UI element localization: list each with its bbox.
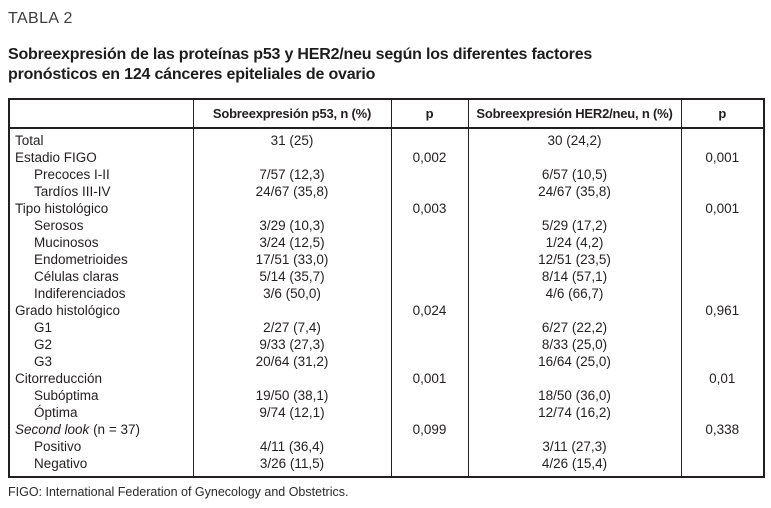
cell-her2 xyxy=(468,200,681,217)
cell-p-value-p53 xyxy=(391,404,468,421)
cell-p-value-her2 xyxy=(681,353,764,370)
table-row xyxy=(9,404,764,421)
row-label: Precoces I-II xyxy=(34,167,110,182)
cell-p-value-p53: 0,024 xyxy=(391,302,468,319)
table-row xyxy=(9,302,764,319)
row-label: Grado histológico xyxy=(15,303,121,318)
table-row xyxy=(9,251,764,268)
row-label: Óptima xyxy=(34,405,78,420)
row-label: Estadio FIGO xyxy=(15,150,97,165)
cell-her2: 4/26 (15,4) xyxy=(468,455,681,477)
table-row xyxy=(9,455,764,477)
table-row xyxy=(9,370,764,387)
cell-p53: 2/27 (7,4) xyxy=(193,319,391,336)
col-header-p53: Sobreexpresión p53, n (%) xyxy=(193,99,391,128)
row-label: Subóptima xyxy=(34,388,99,403)
row-label: Tardíos III-IV xyxy=(34,184,111,199)
cell-her2: 6/27 (22,2) xyxy=(468,319,681,336)
cell-her2 xyxy=(468,421,681,438)
cell-p-value-her2 xyxy=(681,166,764,183)
cell-p53: 31 (25) xyxy=(193,128,391,149)
row-label: Second look (n = 37) xyxy=(15,422,140,437)
row-label: Indiferenciados xyxy=(34,286,126,301)
table-row xyxy=(9,234,764,251)
row-label: Endometrioides xyxy=(34,252,128,267)
cell-p-value-her2: 0,338 xyxy=(681,421,764,438)
row-label: Positivo xyxy=(34,439,82,454)
cell-her2: 6/57 (10,5) xyxy=(468,166,681,183)
cell-p-value-her2: 0,001 xyxy=(681,149,764,166)
cell-p-value-her2: 0,961 xyxy=(681,302,764,319)
col-header-p-value-her2: p xyxy=(681,99,764,128)
cell-p-value-p53 xyxy=(391,438,468,455)
table-number-label: TABLA 2 xyxy=(8,10,73,27)
table-header xyxy=(9,99,764,128)
table-row xyxy=(9,183,764,200)
table-row xyxy=(9,268,764,285)
cell-p-value-p53 xyxy=(391,336,468,353)
cell-her2 xyxy=(468,370,681,387)
row-label: Citorreducción xyxy=(15,371,103,386)
cell-her2: 8/14 (57,1) xyxy=(468,268,681,285)
cell-her2 xyxy=(468,149,681,166)
row-label: G2 xyxy=(34,337,53,352)
cell-p53: 4/11 (36,4) xyxy=(193,438,391,455)
cell-p-value-p53 xyxy=(391,166,468,183)
row-label: Total xyxy=(15,133,44,148)
cell-p53: 24/67 (35,8) xyxy=(193,183,391,200)
col-header-her2: Sobreexpresión HER2/neu, n (%) xyxy=(468,99,681,128)
cell-p-value-p53 xyxy=(391,319,468,336)
cell-p-value-p53 xyxy=(391,455,468,477)
cell-p53: 3/6 (50,0) xyxy=(193,285,391,302)
col-header-row-label xyxy=(9,99,193,128)
figo-footnote: FIGO: International Federation of Gynecology and Obstetrics. xyxy=(8,485,349,499)
header-row xyxy=(9,99,764,128)
cell-her2: 3/11 (27,3) xyxy=(468,438,681,455)
cell-p-value-p53 xyxy=(391,387,468,404)
table-row xyxy=(9,421,764,438)
cell-p-value-p53 xyxy=(391,217,468,234)
cell-p53: 9/33 (27,3) xyxy=(193,336,391,353)
cell-p-value-p53 xyxy=(391,268,468,285)
cell-p53 xyxy=(193,421,391,438)
cell-p-value-her2 xyxy=(681,217,764,234)
cell-p53: 7/57 (12,3) xyxy=(193,166,391,183)
table-row xyxy=(9,128,764,149)
cell-p-value-her2 xyxy=(681,455,764,477)
cell-p-value-p53: 0,001 xyxy=(391,370,468,387)
cell-p-value-p53 xyxy=(391,128,468,149)
cell-p53: 9/74 (12,1) xyxy=(193,404,391,421)
cell-p-value-her2: 0,001 xyxy=(681,200,764,217)
cell-p53: 3/24 (12,5) xyxy=(193,234,391,251)
data-table xyxy=(8,98,765,478)
cell-her2: 1/24 (4,2) xyxy=(468,234,681,251)
table-row xyxy=(9,217,764,234)
table-title-line-2: pronósticos en 124 cánceres epiteliales de ovario xyxy=(8,66,376,83)
cell-p-value-p53 xyxy=(391,251,468,268)
table-row xyxy=(9,336,764,353)
cell-her2: 5/29 (17,2) xyxy=(468,217,681,234)
cell-p53 xyxy=(193,200,391,217)
cell-her2: 4/6 (66,7) xyxy=(468,285,681,302)
table-title xyxy=(8,45,763,85)
table-row xyxy=(9,438,764,455)
cell-p53 xyxy=(193,302,391,319)
cell-her2: 12/51 (23,5) xyxy=(468,251,681,268)
cell-p-value-p53 xyxy=(391,183,468,200)
cell-p-value-p53: 0,003 xyxy=(391,200,468,217)
cell-p-value-her2 xyxy=(681,438,764,455)
cell-p-value-p53: 0,099 xyxy=(391,421,468,438)
cell-p-value-her2 xyxy=(681,234,764,251)
table-row xyxy=(9,149,764,166)
cell-p-value-her2 xyxy=(681,268,764,285)
row-label: G3 xyxy=(34,354,53,369)
cell-p-value-her2: 0,01 xyxy=(681,370,764,387)
cell-her2: 12/74 (16,2) xyxy=(468,404,681,421)
table-title-line-1: Sobreexpresión de las proteínas p53 y HER2/neu según los diferentes factores xyxy=(8,46,593,63)
cell-p-value-her2 xyxy=(681,285,764,302)
cell-p-value-her2 xyxy=(681,404,764,421)
table-row xyxy=(9,319,764,336)
row-label: Células claras xyxy=(34,269,119,284)
cell-p-value-her2 xyxy=(681,387,764,404)
cell-p-value-p53: 0,002 xyxy=(391,149,468,166)
col-header-p-value-p53: p xyxy=(391,99,468,128)
cell-p53: 5/14 (35,7) xyxy=(193,268,391,285)
row-label: Mucinosos xyxy=(34,235,99,250)
cell-p53: 17/51 (33,0) xyxy=(193,251,391,268)
row-label: Tipo histológico xyxy=(15,201,109,216)
cell-p53: 20/64 (31,2) xyxy=(193,353,391,370)
cell-p-value-her2 xyxy=(681,336,764,353)
cell-p-value-p53 xyxy=(391,353,468,370)
cell-p-value-her2 xyxy=(681,183,764,200)
table-row xyxy=(9,387,764,404)
cell-p-value-p53 xyxy=(391,285,468,302)
cell-her2: 30 (24,2) xyxy=(468,128,681,149)
table-row xyxy=(9,200,764,217)
table-row xyxy=(9,285,764,302)
table-row xyxy=(9,166,764,183)
cell-her2 xyxy=(468,302,681,319)
cell-p-value-p53 xyxy=(391,234,468,251)
row-label-italic: Second look xyxy=(15,422,90,437)
row-label: Negativo xyxy=(34,456,88,471)
cell-her2: 18/50 (36,0) xyxy=(468,387,681,404)
row-label: Serosos xyxy=(34,218,84,233)
cell-p53: 19/50 (38,1) xyxy=(193,387,391,404)
row-label: G1 xyxy=(34,320,53,335)
cell-her2: 24/67 (35,8) xyxy=(468,183,681,200)
cell-p53: 3/29 (10,3) xyxy=(193,217,391,234)
table-row xyxy=(9,353,764,370)
cell-p53 xyxy=(193,370,391,387)
cell-p53 xyxy=(193,149,391,166)
cell-p53: 3/26 (11,5) xyxy=(193,455,391,477)
cell-p-value-her2 xyxy=(681,319,764,336)
cell-p-value-her2 xyxy=(681,128,764,149)
cell-her2: 16/64 (25,0) xyxy=(468,353,681,370)
cell-p-value-her2 xyxy=(681,251,764,268)
cell-her2: 8/33 (25,0) xyxy=(468,336,681,353)
table-body xyxy=(9,128,764,477)
